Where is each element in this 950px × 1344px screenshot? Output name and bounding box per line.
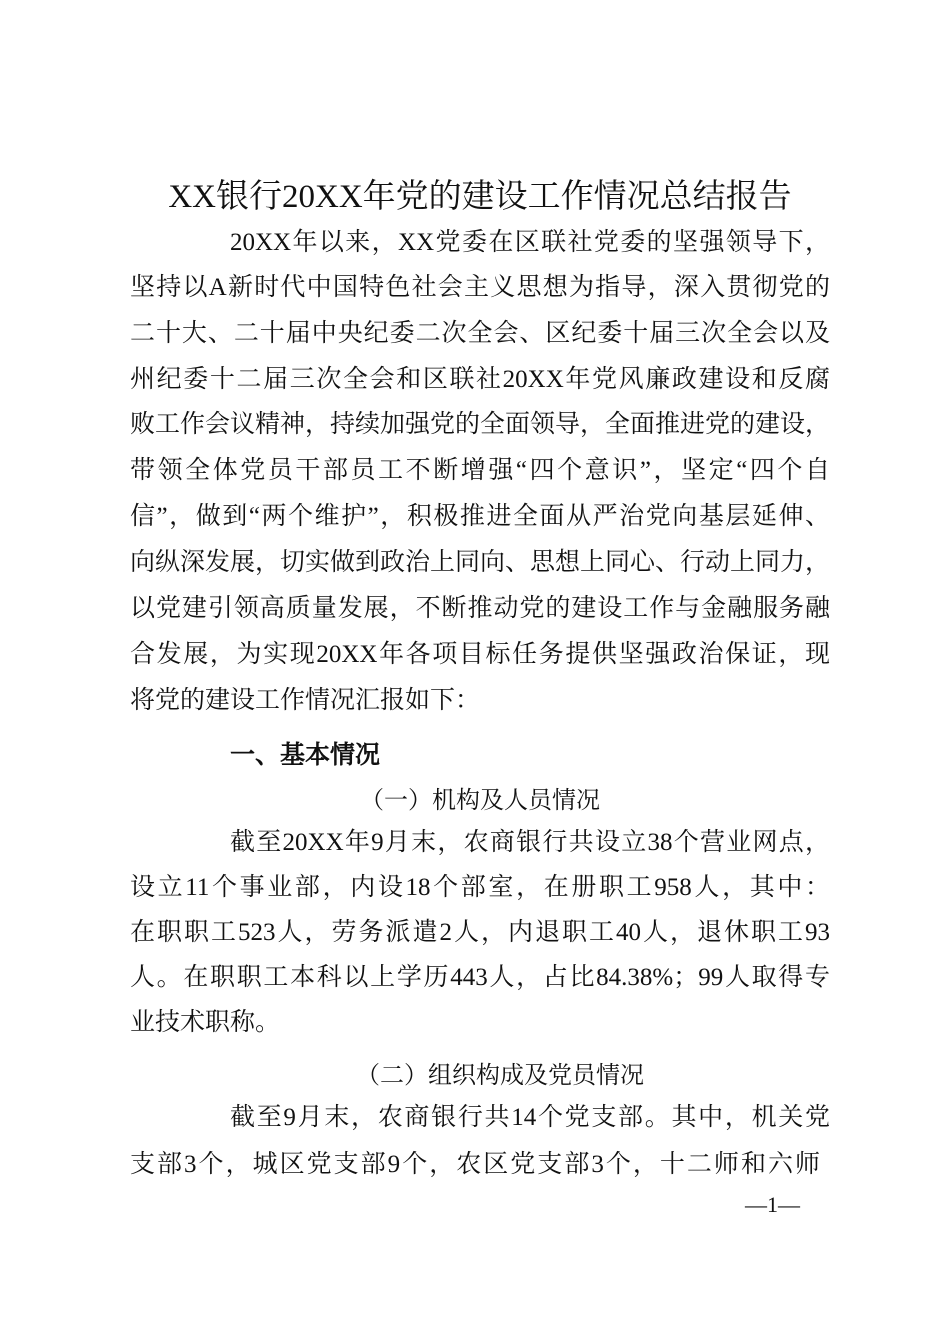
section-heading: 一、基本情况 (230, 740, 381, 769)
paragraph-line: 败工作会议精神，持续加强党的全面领导，全面推进党的建设， (130, 411, 831, 438)
paragraph-line: 州纪委十二届三次全会和区联社20XX年党风廉政建设和反腐 (130, 366, 830, 393)
paragraph-line: 人。在职职工本科以上学历443人，占比84.38%；99人取得专 (130, 964, 830, 991)
paragraph-line: 坚持以A新时代中国特色社会主义思想为指导，深入贯彻党的 (130, 274, 830, 301)
paragraph-line: 20XX年以来，XX党委在区联社党委的坚强领导下， (230, 229, 830, 256)
paragraph-line: 信”，做到“两个维护”，积极推进全面从严治党向基层延伸、 (130, 503, 830, 530)
subsection-heading: （一）机构及人员情况 (360, 786, 600, 814)
document-title: XX银行20XX年党的建设工作情况总结报告 (168, 179, 792, 215)
paragraph-line: 二十大、二十届中央纪委二次全会、区纪委十届三次全会以及 (130, 320, 830, 347)
paragraph-line: 支部3个，城区党支部9个，农区党支部3个，十二师和六师 (130, 1151, 820, 1178)
paragraph-line: 带领全体党员干部员工不断增强“四个意识”，坚定“四个自 (130, 457, 830, 484)
subsection-heading: （二）组织构成及党员情况 (356, 1061, 644, 1089)
paragraph-line: 向纵深发展，切实做到政治上同向、思想上同心、行动上同力， (130, 549, 831, 576)
page-number: —1— (745, 1192, 800, 1217)
paragraph-line: 截至9月末，农商银行共14个党支部。其中，机关党 (230, 1104, 830, 1131)
paragraph-line: 以党建引领高质量发展，不断推动党的建设工作与金融服务融 (130, 595, 830, 622)
paragraph-line: 业技术职称。 (130, 1009, 281, 1036)
paragraph-line: 截至20XX年9月末，农商银行共设立38个营业网点， (230, 829, 830, 856)
paragraph-line: 将党的建设工作情况汇报如下： (130, 687, 481, 714)
paragraph-line: 设立11个事业部，内设18个部室，在册职工958人，其中： (130, 874, 830, 901)
paragraph-line: 在职职工523人，劳务派遣2人，内退职工40人，退休职工93 (130, 919, 830, 946)
paragraph-line: 合发展，为实现20XX年各项目标任务提供坚强政治保证，现 (130, 641, 830, 668)
